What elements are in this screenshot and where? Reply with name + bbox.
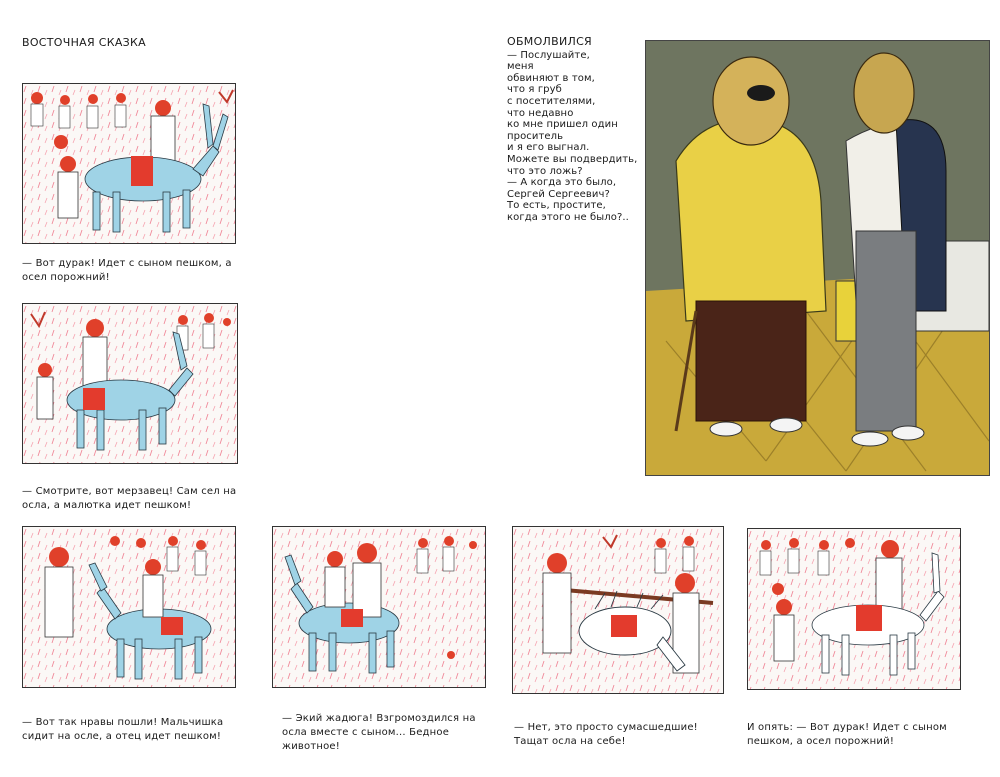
- anecdote-line: Сергей Сергеевич?: [507, 188, 610, 200]
- anecdote-line: с посетителями,: [507, 95, 596, 107]
- panel-caption-6: И опять: — Вот дурак! Идет с сыном пешком, а осел порожний!: [747, 722, 947, 747]
- panel-caption-3: — Вот так нравы пошли! Мальчишка сидит на осле, а отец идет пешком!: [22, 717, 224, 742]
- comic-panel-4: [272, 526, 486, 688]
- anecdote-line: — Послушайте,: [507, 49, 590, 61]
- story-title: ВОСТОЧНАЯ СКАЗКА: [22, 36, 146, 49]
- comic-panel-1: [22, 83, 236, 244]
- anecdote-line: что недавно: [507, 107, 574, 119]
- comic-panel-2: [22, 303, 238, 464]
- anecdote-line: и я его выгнал.: [507, 142, 590, 154]
- panel-caption-1: — Вот дурак! Идет с сыном пешком, а осел порожний!: [22, 258, 232, 283]
- two-men-illustration: [646, 41, 989, 475]
- donkey-illustration: [23, 84, 235, 243]
- anecdote-line: обвиняют в том,: [507, 72, 595, 84]
- donkey-illustration: [513, 527, 723, 693]
- donkey-illustration: [23, 304, 237, 463]
- anecdote-line: То есть, простите,: [507, 200, 606, 212]
- anecdote-title: ОБМОЛВИЛСЯ: [507, 35, 592, 48]
- comic-panel-3: [22, 526, 236, 688]
- anecdote-line: что это ложь?: [507, 165, 583, 177]
- anecdote-line: когда этого не было?..: [507, 211, 629, 223]
- panel-caption-4: — Экий жадюга! Взгромоздился на осла вместе с сыном... Бедное животное!: [282, 713, 476, 752]
- anecdote-line: меня: [507, 61, 534, 73]
- anecdote-line: ко мне пришел один: [507, 119, 618, 131]
- anecdote-text: [507, 36, 643, 224]
- caricature-painting: [645, 40, 990, 476]
- anecdote-line: — А когда это было,: [507, 177, 617, 189]
- comic-panel-6: [747, 528, 961, 690]
- anecdote-line: Можете вы подвердить,: [507, 153, 638, 165]
- comic-panel-5: [512, 526, 724, 694]
- panel-caption-5: — Нет, это просто сумасшедшие! Тащат осла на себе!: [514, 722, 698, 747]
- donkey-illustration: [273, 527, 485, 687]
- anecdote-line: проситель: [507, 130, 564, 142]
- anecdote-line: что я груб: [507, 84, 562, 96]
- donkey-illustration: [23, 527, 235, 687]
- panel-caption-2: — Смотрите, вот мерзавец! Сам сел на осла, а малютка идет пешком!: [22, 486, 237, 511]
- donkey-illustration: [748, 529, 960, 689]
